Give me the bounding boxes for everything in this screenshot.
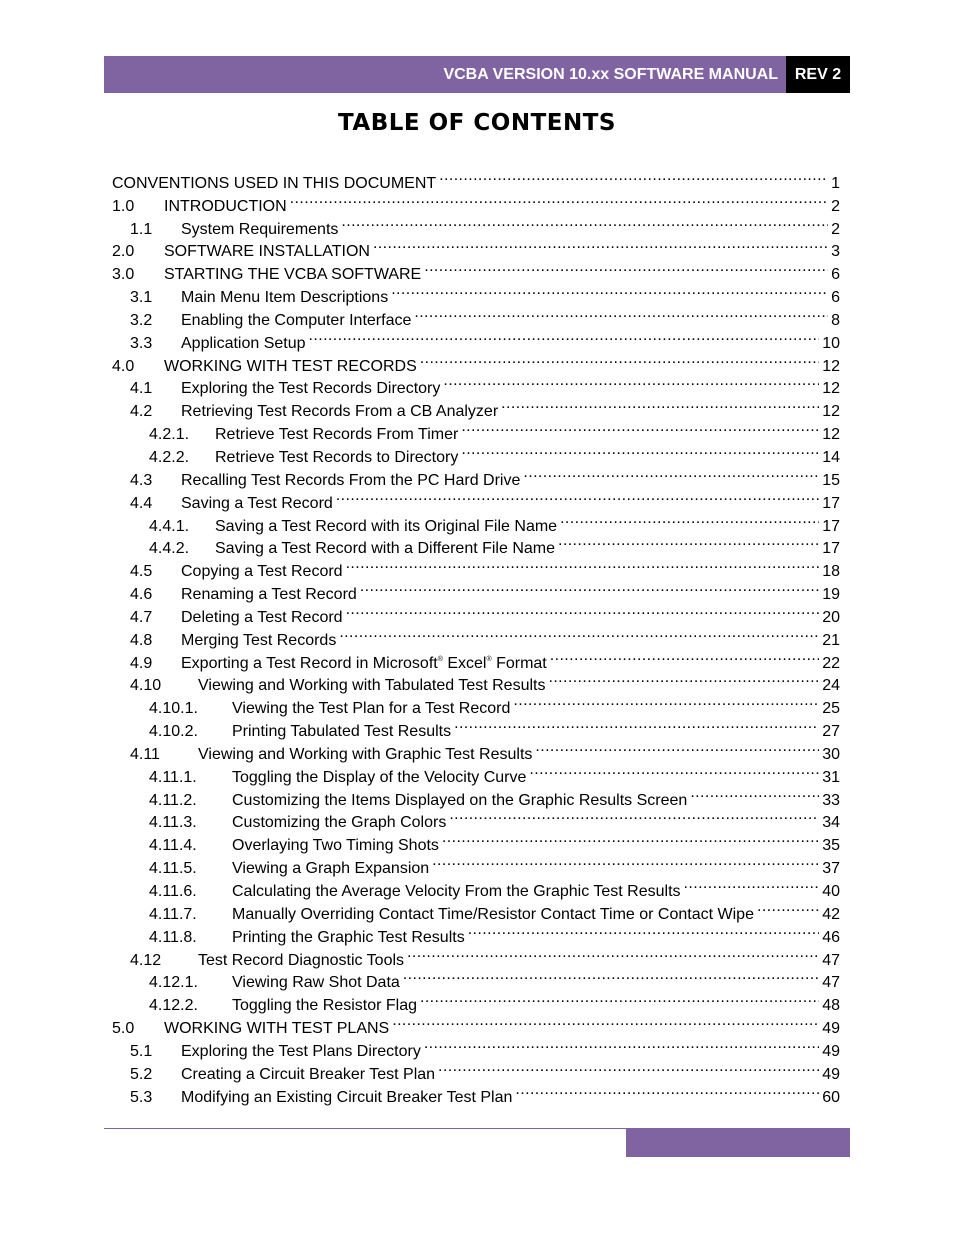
- toc-entry-title: Exploring the Test Plans Directory: [181, 1042, 421, 1060]
- revision-badge: REV 2: [786, 56, 850, 93]
- toc-entry[interactable]: [112, 1033, 840, 1060]
- toc-entry-title: Viewing and Working with Tabulated Test Results: [198, 677, 546, 695]
- toc-entry-number: 4.0: [112, 357, 135, 375]
- toc-entry[interactable]: [112, 393, 840, 421]
- toc-entry[interactable]: [112, 531, 840, 558]
- header-bar: [104, 56, 850, 93]
- toc-dot-leader: [684, 873, 820, 896]
- toc-entry-number: 4.4.1.: [149, 517, 190, 535]
- toc-entry-title: INTRODUCTION: [164, 197, 287, 215]
- toc-entry-number: 1.1: [130, 220, 153, 238]
- toc-entry-page: 22: [822, 654, 840, 672]
- table-of-contents: [112, 165, 840, 1106]
- toc-entry[interactable]: [112, 348, 840, 375]
- toc-entry-title: Viewing the Test Plan for a Test Record: [232, 700, 511, 718]
- toc-entry-number: 4.7: [130, 608, 153, 626]
- toc-dot-leader: [432, 850, 819, 873]
- toc-entry-number: 1.0: [112, 197, 135, 215]
- toc-entry-title: Calculating the Average Velocity From the Graphic Test Results: [232, 883, 681, 900]
- toc-entry-number: 5.3: [130, 1088, 153, 1106]
- toc-entry-number: 4.10.1.: [149, 700, 198, 718]
- registered-mark: ®: [437, 655, 443, 663]
- toc-entry[interactable]: [112, 736, 840, 763]
- toc-entry-number: 4.11.2.: [149, 791, 197, 809]
- toc-dot-leader: [515, 1079, 819, 1102]
- toc-entry-title: Saving a Test Record: [181, 494, 333, 512]
- toc-entry-page: 17: [822, 494, 840, 512]
- registered-mark: ®: [486, 655, 492, 663]
- toc-dot-leader: [757, 896, 819, 919]
- toc-entry-number: 5.2: [130, 1065, 153, 1083]
- toc-entry[interactable]: [112, 805, 840, 832]
- toc-entry-number: 2.0: [112, 243, 135, 261]
- toc-dot-leader: [424, 1033, 819, 1056]
- toc-entry-page: 33: [822, 791, 840, 809]
- toc-entry-number: 5.0: [112, 1020, 135, 1038]
- toc-entry[interactable]: [112, 188, 840, 215]
- toc-entry-title: Enabling the Computer Interface: [181, 311, 412, 329]
- toc-entry[interactable]: [112, 462, 840, 489]
- toc-entry-title: Toggling the Resistor Flag: [232, 997, 417, 1015]
- toc-entry[interactable]: [112, 919, 840, 946]
- page-title: TABLE OF CONTENTS: [338, 110, 616, 136]
- toc-dot-leader: [690, 782, 819, 805]
- toc-dot-leader: [373, 234, 828, 257]
- toc-entry[interactable]: [112, 165, 840, 192]
- toc-entry-page: 12: [822, 403, 840, 421]
- toc-entry[interactable]: [112, 256, 840, 284]
- toc-entry-title: Customizing the Graph Colors: [232, 814, 447, 832]
- toc-dot-leader: [468, 919, 820, 942]
- toc-entry[interactable]: [112, 371, 840, 398]
- toc-entry-page: 49: [822, 1042, 840, 1060]
- toc-entry-title: Customizing the Items Displayed on the Graphic Results Screen: [232, 791, 688, 809]
- toc-dot-leader: [558, 531, 819, 554]
- toc-entry[interactable]: [112, 622, 840, 649]
- toc-entry-title: Test Record Diagnostic Tools: [198, 951, 405, 969]
- toc-entry-page: 6: [831, 289, 840, 307]
- toc-entry-number: 4.11.1.: [149, 768, 197, 786]
- toc-entry-page: 31: [822, 768, 840, 786]
- toc-entry-number: 4.2.1.: [149, 426, 190, 444]
- toc-entry[interactable]: [112, 850, 840, 878]
- toc-entry-page: 25: [822, 700, 840, 718]
- toc-entry-page: 19: [822, 586, 840, 604]
- toc-entry[interactable]: [112, 485, 840, 512]
- toc-dot-leader: [403, 965, 819, 988]
- toc-dot-leader: [513, 690, 819, 713]
- toc-entry-title: Retrieve Test Records From Timer: [215, 426, 459, 444]
- toc-entry-number: 3.3: [130, 334, 153, 352]
- toc-entry-number: 4.3: [130, 471, 153, 489]
- toc-entry-page: 49: [822, 1065, 840, 1083]
- toc-dot-leader: [391, 279, 828, 302]
- toc-dot-leader: [439, 165, 828, 188]
- toc-entry[interactable]: [112, 279, 840, 307]
- toc-dot-leader: [560, 508, 819, 531]
- toc-entry-title: Viewing Raw Shot Data: [232, 974, 400, 992]
- toc-entry-title: Exporting a Test Record in Microsoft® Excel® Format: [181, 654, 547, 672]
- toc-dot-leader: [414, 302, 828, 325]
- toc-dot-leader: [420, 987, 819, 1010]
- toc-dot-leader: [535, 736, 819, 759]
- toc-dot-leader: [461, 439, 819, 462]
- toc-entry-title: Manually Overriding Contact Time/Resistor Contact Time or Contact Wipe: [232, 905, 754, 923]
- toc-entry-number: 4.10.2.: [149, 723, 198, 741]
- toc-entry-number: 4.6: [130, 586, 153, 604]
- toc-entry[interactable]: [112, 782, 840, 809]
- toc-entry-page: 60: [822, 1088, 840, 1106]
- toc-entry-number: 4.9: [130, 654, 153, 672]
- toc-entry-title: System Requirements: [181, 220, 339, 238]
- toc-entry[interactable]: [112, 713, 840, 741]
- toc-entry-title: Retrieving Test Records From a CB Analyzer: [181, 403, 499, 421]
- toc-entry-page: 2: [831, 220, 840, 238]
- toc-entry-page: 17: [822, 517, 840, 535]
- toc-entry-page: 24: [822, 677, 840, 695]
- toc-dot-leader: [443, 371, 819, 394]
- toc-dot-leader: [438, 1056, 819, 1079]
- toc-entry-number: 4.11.6.: [149, 883, 197, 900]
- toc-entry-title: Retrieve Test Records to Directory: [215, 448, 459, 466]
- toc-dot-leader: [341, 211, 828, 234]
- toc-entry-title: WORKING WITH TEST RECORDS: [164, 357, 417, 375]
- toc-entry[interactable]: [112, 987, 840, 1015]
- toc-entry-page: 21: [822, 631, 840, 649]
- toc-entry-title: Copying a Test Record: [181, 563, 343, 581]
- toc-entry-title: Recalling Test Records From the PC Hard Drive: [181, 471, 521, 489]
- toc-entry-title: Overlaying Two Timing Shots: [232, 837, 439, 855]
- toc-entry[interactable]: [112, 302, 840, 329]
- toc-entry-page: 46: [822, 928, 840, 946]
- toc-entry-number: 4.2: [130, 403, 153, 421]
- toc-entry[interactable]: [112, 759, 840, 786]
- toc-entry[interactable]: [112, 416, 840, 444]
- toc-dot-leader: [449, 805, 819, 828]
- toc-entry-page: 12: [822, 357, 840, 375]
- toc-entry-page: 35: [822, 837, 840, 855]
- toc-entry[interactable]: [112, 234, 840, 261]
- toc-entry-title: Renaming a Test Record: [181, 586, 357, 604]
- toc-dot-leader: [360, 576, 819, 599]
- toc-entry-page: 10: [822, 334, 840, 352]
- toc-dot-leader: [550, 645, 819, 668]
- toc-entry-title: Application Setup: [181, 334, 306, 352]
- toc-entry-page: 49: [822, 1020, 840, 1038]
- toc-entry[interactable]: [112, 965, 840, 992]
- toc-entry-page: 18: [822, 563, 840, 581]
- toc-entry[interactable]: [112, 896, 840, 923]
- toc-entry-number: 4.8: [130, 631, 153, 649]
- toc-dot-leader: [529, 759, 819, 782]
- toc-dot-leader: [501, 393, 819, 416]
- toc-entry-title: CONVENTIONS USED IN THIS DOCUMENT: [112, 174, 437, 192]
- toc-entry[interactable]: [112, 553, 840, 581]
- toc-entry-number: 3.2: [130, 311, 153, 329]
- toc-entry-title: STARTING THE VCBA SOFTWARE: [164, 266, 422, 284]
- toc-entry-number: 5.1: [130, 1042, 153, 1060]
- toc-dot-leader: [339, 622, 819, 645]
- toc-entry-page: 15: [822, 471, 840, 489]
- toc-dot-leader: [392, 1010, 819, 1033]
- toc-dot-leader: [420, 348, 819, 371]
- toc-dot-leader: [454, 713, 819, 736]
- toc-entry-number: 4.12.1.: [149, 974, 198, 992]
- toc-entry-page: 3: [831, 243, 840, 261]
- toc-entry[interactable]: [112, 325, 840, 352]
- toc-entry-title: Viewing a Graph Expansion: [232, 860, 430, 878]
- toc-entry-number: 3.0: [112, 266, 135, 284]
- toc-entry-number: 4.1: [130, 380, 153, 398]
- toc-entry-number: 4.11.8.: [149, 928, 197, 946]
- toc-entry-number: 4.10: [130, 677, 162, 695]
- toc-entry-number: 4.11.5.: [149, 860, 197, 878]
- toc-entry[interactable]: [112, 439, 840, 466]
- toc-entry-page: 12: [822, 426, 840, 444]
- toc-entry-number: 4.5: [130, 563, 153, 581]
- toc-entry-title: Printing the Graphic Test Results: [232, 928, 465, 946]
- toc-entry[interactable]: [112, 668, 840, 695]
- toc-entry-page: 30: [822, 745, 840, 763]
- toc-entry[interactable]: [112, 508, 840, 535]
- toc-entry-page: 14: [822, 448, 840, 466]
- toc-entry-page: 8: [831, 311, 840, 329]
- toc-dot-leader: [336, 485, 819, 508]
- toc-entry-title: Creating a Circuit Breaker Test Plan: [181, 1065, 436, 1083]
- toc-dot-leader: [442, 827, 819, 850]
- toc-entry-page: 2: [831, 197, 840, 215]
- toc-entry-title: WORKING WITH TEST PLANS: [164, 1020, 390, 1038]
- document-title: VCBA VERSION 10.xx SOFTWARE MANUAL: [443, 66, 778, 83]
- toc-entry-number: 4.11: [130, 745, 160, 763]
- toc-entry-title: Main Menu Item Descriptions: [181, 289, 389, 307]
- toc-entry-page: 27: [822, 723, 840, 741]
- toc-entry-page: 34: [822, 814, 840, 832]
- toc-entry-number: 4.11.7.: [149, 905, 197, 923]
- toc-entry[interactable]: [112, 690, 840, 718]
- toc-entry-title: Toggling the Display of the Velocity Curve: [232, 768, 527, 786]
- toc-entry-number: 4.2.2.: [149, 448, 190, 466]
- toc-entry-number: 3.1: [130, 289, 153, 307]
- toc-entry-page: 20: [822, 608, 840, 626]
- toc-entry-title: Saving a Test Record with its Original File Name: [215, 517, 558, 535]
- toc-entry-title: Saving a Test Record with a Different File Name: [215, 540, 556, 558]
- footer-block: [626, 1129, 850, 1157]
- toc-entry[interactable]: [112, 827, 840, 855]
- toc-entry[interactable]: [112, 599, 840, 626]
- toc-entry-title: Deleting a Test Record: [181, 608, 343, 626]
- toc-entry-page: 40: [822, 883, 840, 900]
- toc-entry[interactable]: [112, 873, 840, 900]
- toc-entry-title: Merging Test Records: [181, 631, 337, 649]
- toc-entry-title: SOFTWARE INSTALLATION: [164, 243, 370, 261]
- toc-dot-leader: [548, 668, 819, 691]
- toc-entry-page: 37: [822, 860, 840, 878]
- toc-dot-leader: [290, 188, 828, 211]
- toc-dot-leader: [424, 256, 828, 279]
- toc-entry-number: 4.11.3.: [149, 814, 197, 832]
- toc-dot-leader: [346, 553, 820, 576]
- toc-entry-number: 4.12: [130, 951, 162, 969]
- toc-entry-title: Printing Tabulated Test Results: [232, 723, 452, 741]
- toc-entry-title: Modifying an Existing Circuit Breaker Test Plan: [181, 1088, 513, 1106]
- toc-entry-number: 4.12.2.: [149, 997, 198, 1015]
- toc-entry-page: 1: [831, 174, 840, 192]
- toc-dot-leader: [407, 942, 819, 965]
- toc-entry-number: 4.11.4.: [149, 837, 197, 855]
- toc-entry[interactable]: [112, 942, 840, 969]
- toc-entry-number: 4.4.2.: [149, 540, 190, 558]
- toc-entry-page: 48: [822, 997, 840, 1015]
- toc-entry[interactable]: [112, 211, 840, 238]
- toc-entry[interactable]: [112, 1010, 840, 1038]
- toc-entry-page: 47: [822, 974, 840, 992]
- toc-entry[interactable]: [112, 1079, 840, 1106]
- toc-entry-page: 12: [822, 380, 840, 398]
- toc-entry-page: 47: [822, 951, 840, 969]
- toc-entry-number: 4.4: [130, 494, 153, 512]
- toc-entry-page: 42: [822, 905, 840, 923]
- toc-entry-title: Viewing and Working with Graphic Test Results: [198, 745, 533, 763]
- toc-dot-leader: [461, 416, 819, 439]
- toc-entry-page: 6: [831, 266, 840, 284]
- toc-dot-leader: [523, 462, 819, 485]
- toc-entry[interactable]: [112, 645, 840, 672]
- toc-entry[interactable]: [112, 576, 840, 604]
- toc-entry[interactable]: [112, 1056, 840, 1083]
- toc-entry-page: 17: [822, 540, 840, 558]
- toc-dot-leader: [309, 325, 820, 348]
- toc-entry-title: Exploring the Test Records Directory: [181, 380, 441, 398]
- toc-dot-leader: [346, 599, 820, 622]
